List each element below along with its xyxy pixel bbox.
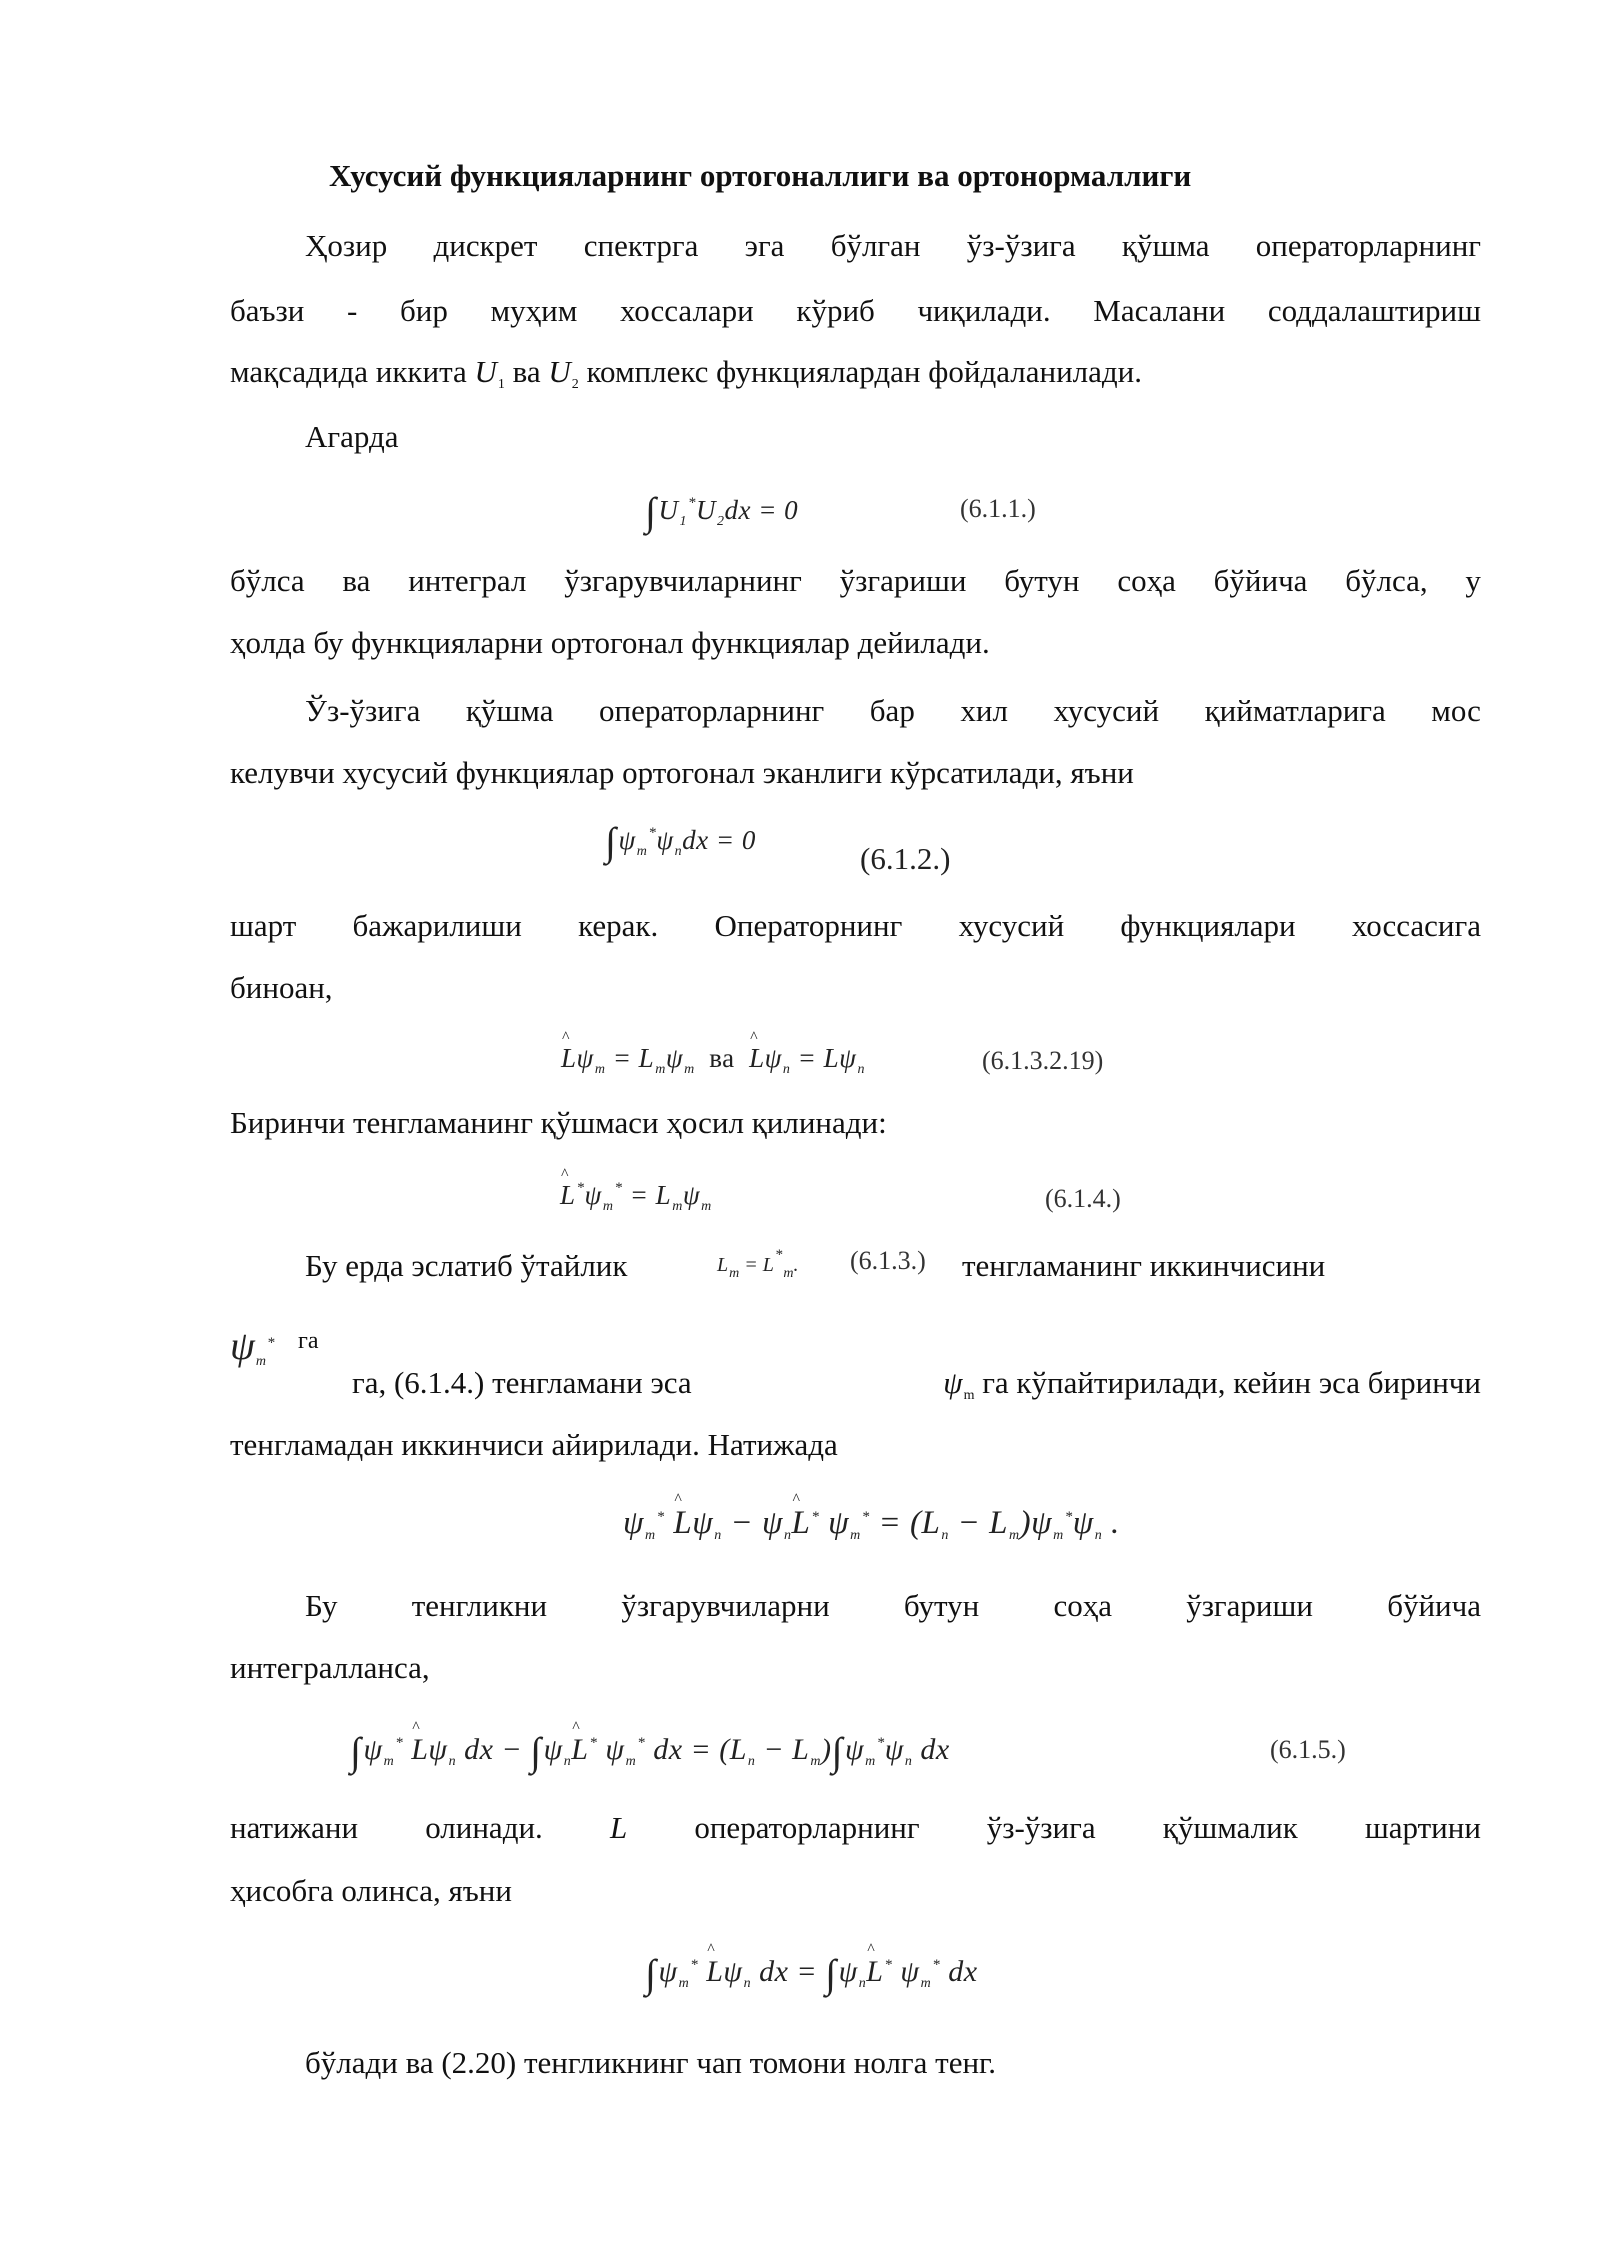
equation-hermitian: $\int\psi_m^*$ ^ $L\psi_n$ dx = $\int\psi_n\^{}$ L* $\psi_m^*$ dx [645,1950,978,1997]
paragraph-2-line-2: ҳолда бу функцияларни ортогонал функциялар дейилади. [230,625,990,660]
paragraph-5: Биринчи тенгламанинг қўшмаси ҳосил қилинади: [230,1105,887,1140]
word: операторларнинг [599,693,825,728]
word: операторларнинг [694,1810,920,1845]
equation-6-1-5: $\int\psi_m^*$ ^ $L\psi_n$ dx − $\int\psi_n\^{}$ L* $\psi_m^*$ dx = $(L_n - L_m)\int\psi_m^*\psi_n$ dx [350,1728,950,1775]
word: бир [399,293,448,328]
paragraph-1-line-2 [230,293,1481,329]
psi-m-inline: $\psi_m$ [943,1365,975,1403]
word: қўшма [1121,228,1210,263]
word: - [347,293,358,328]
ga-small-text: га [298,1328,319,1354]
equation-6-1-2: $\int\psi_m^*\psi_ndx = 0$ [605,819,756,864]
word: кўриб [796,293,875,328]
word: эга [744,228,785,263]
equation-6-1-4: ^ $L^*\psi_m^* = L_m\psi_m$ [560,1180,712,1215]
word: керак. [578,908,659,943]
psi-m-star-symbol: $\psi_m^*$ [230,1323,275,1369]
u2-symbol: U [548,354,571,389]
equation-number-6-1-3: (6.1.3.) [850,1246,926,1275]
equation-6-1-3-2-19: ^ $L\psi_m = L_m\psi_m$ ва ^ $L\psi_n = L\psi_n$ [561,1043,865,1078]
word: хусусий [1053,693,1160,728]
word: мос [1431,693,1481,728]
word: у [1465,563,1481,598]
word: тенгликни [411,1588,548,1623]
equation-difference: $\psi_m^*$ ^ $L\psi_n$ − $\psi_n\^{}$ L* $\psi_m^* = (L_n - L_m)\psi_m^*\psi_n$ . [623,1505,1120,1544]
word: хил [960,693,1008,728]
paragraph-4-line-1 [230,908,1481,944]
word: бутун [1004,563,1080,598]
paragraph-9-line-2: ҳисобга олинса, яъни [230,1873,512,1908]
va-word: ва [709,1043,735,1073]
word: ва [342,563,371,598]
word: олинади. [425,1810,543,1845]
text-segment: га, (6.1.4.) тенгламани эса [352,1365,700,1400]
text-segment: комплекс функциялардан фойдаланилади. [578,354,1143,389]
word: бўлган [830,228,921,263]
paragraph-10: бўлади ва (2.20) тенгликнинг чап томони нолга тенг. [305,2045,997,2080]
word: баъзи [230,293,305,328]
paragraph-8-line-2: интегралланса, [230,1650,430,1685]
paragraph-3-line-2: келувчи хусусий функциялар ортогонал эканлиги кўрсатилади, яъни [230,755,1134,790]
paragraph-7-line-2: тенгламадан иккинчиси айирилади. Натижада [230,1427,838,1462]
word: натижани [230,1810,359,1845]
word: ўзгарувчиларни [621,1588,830,1623]
word: хоссасига [1351,908,1481,943]
word: чиқилади. [917,293,1051,328]
equation-number-6-1-1: (6.1.1.) [960,494,1036,523]
text-segment: ва [504,354,549,389]
equation-number-6-1-2: (6.1.2.) [860,841,951,876]
word: бутун [903,1588,980,1623]
agarda-text: Агарда [305,419,399,454]
paragraph-6-text-a: Бу ерда эслатиб ўтайлик [305,1248,628,1283]
equation-number-6-1-4: (6.1.4.) [1045,1184,1121,1213]
text-segment: га кўпайтирилади, кейин эса биринчи [974,1365,1481,1400]
paragraph-1-line-3 [230,356,1142,392]
equation-number-6-1-5: (6.1.5.) [1270,1735,1346,1764]
word: бўйича [1213,563,1308,598]
word: Масалани [1093,293,1226,328]
word: хусусий [958,908,1065,943]
paragraph-8-line-1 [305,1588,1481,1624]
word: Операторнинг [714,908,903,943]
equation-number-6-1-3-2-19: (6.1.3.2.19) [982,1046,1104,1075]
word: бажарилиши [352,908,522,943]
word: ўзгарувчиларнинг [564,563,802,598]
word: бўлса [230,563,305,598]
word: шарт [230,908,297,943]
word: соҳа [1117,563,1176,598]
word: операторларнинг [1255,228,1481,263]
word: муҳим [490,293,578,328]
word: бўлса, [1345,563,1428,598]
paragraph-6-text-b: тенгламанинг иккинчисини [962,1248,1326,1283]
paragraph-9-line-1 [230,1810,1481,1846]
word: қўшмалик [1162,1810,1298,1845]
paragraph-3-line-1 [305,693,1481,729]
word: Бу [305,1588,338,1623]
text-segment: мақсадида иккита [230,354,475,389]
word: шартини [1364,1810,1481,1845]
equation-6-1-1: $\int U_1^*U_2dx = 0$ [645,489,799,534]
word: бар [869,693,915,728]
word: соддалаштириш [1267,293,1481,328]
word: қўшма [465,693,554,728]
word: Ўз-ўзига [305,693,421,728]
page-title: Хусусий функцияларнинг ортогоналлиги ва ортонормаллиги [329,158,1192,193]
paragraph-7-line-1 [352,1365,1481,1404]
u1-symbol: U [474,354,497,389]
paragraph-2-line-1 [230,563,1481,599]
word: L [609,1810,628,1845]
word: дискрет [433,228,538,263]
equation-inline-l: $L_m = L^*_m$. [717,1247,799,1281]
word: Ҳозир [305,228,388,263]
word: ўзгариши [1186,1588,1313,1623]
paragraph-1-line-1 [305,228,1481,264]
word: хоссалари [619,293,754,328]
word: функциялари [1120,908,1296,943]
word: соҳа [1053,1588,1112,1623]
word: ўз-ўзига [986,1810,1096,1845]
u1-subscript: 1 [497,377,505,392]
word: қийматларига [1204,693,1386,728]
word: ўз-ўзига [966,228,1076,263]
u2-subscript: 2 [571,377,579,392]
word: ўзгариши [839,563,967,598]
word: интеграл [408,563,527,598]
paragraph-4-line-2: биноан, [230,970,333,1005]
word: бўйича [1387,1588,1481,1623]
word: спектрга [583,228,699,263]
